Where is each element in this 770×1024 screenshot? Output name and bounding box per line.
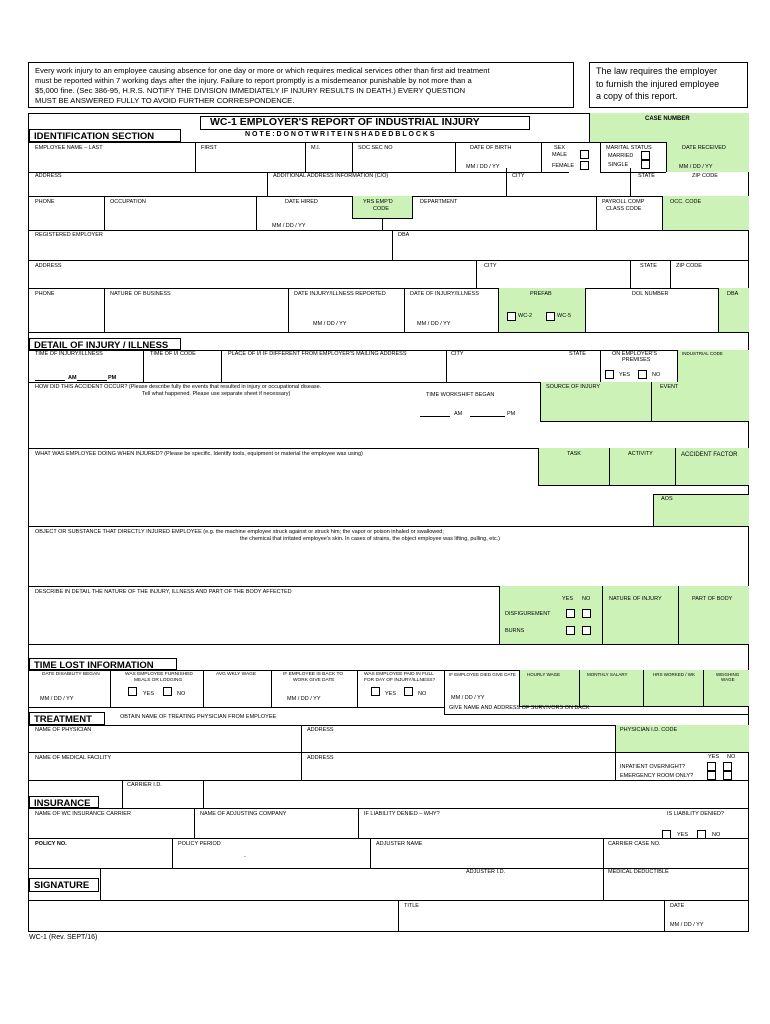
date-received-format: MM / DD / YY	[679, 164, 713, 170]
inpatient-label: INPATIENT OVERNIGHT?	[620, 764, 686, 770]
premises-no-checkbox[interactable]	[638, 370, 647, 379]
hrs-worked-label: HRS WORKED / WK	[653, 672, 696, 677]
emergency-yes-checkbox[interactable]	[707, 771, 716, 780]
facility-label: NAME OF MEDICAL FACILITY	[35, 755, 112, 761]
inpatient-no-label: NO	[727, 754, 736, 760]
male-checkbox[interactable]	[580, 150, 589, 159]
yrs-empd-label: YRS EMP'D	[363, 199, 393, 205]
nature-business-label: NATURE OF BUSINESS	[110, 291, 171, 297]
back-to-work-label: IF EMPLOYEE IS BACK TO	[283, 672, 344, 677]
time-injury-label: TIME OF INJURY/ILLNESS	[35, 351, 103, 357]
paid-full-yes-checkbox[interactable]	[371, 687, 380, 696]
carrier-case-label: CARRIER CASE NO.	[608, 841, 661, 847]
how-occurred-label: HOW DID THIS ACCIDENT OCCUR? (Please describe fully the events that resulted in injury or occupational disease.	[35, 384, 322, 390]
task-label: TASK	[567, 451, 581, 457]
pm-label: PM	[108, 375, 117, 381]
place-state-label: STATE	[569, 351, 586, 357]
emergency-label: EMERGENCY ROOM ONLY?	[620, 773, 694, 779]
employer-zip-label: ZIP CODE	[676, 263, 702, 269]
carrier-label: NAME OF WC INSURANCE CARRIER	[35, 811, 131, 817]
place-city-label: CITY	[451, 351, 464, 357]
carrier-id-label: CARRIER I.D.	[127, 782, 162, 788]
place-label: PLACE OF I/I IF DIFFERENT FROM EMPLOYER'S MAILING ADDRESS	[228, 351, 407, 357]
nature-injury-label: NATURE OF INJURY	[609, 596, 662, 602]
died-date-format: MM / DD / YY	[451, 695, 485, 701]
paid-full-no-label: NO	[418, 691, 427, 697]
code-label: CODE	[373, 206, 389, 212]
am-label: AM	[68, 375, 77, 381]
date-disability-format: MM / DD / YY	[40, 696, 74, 702]
mi-label: M.I.	[311, 145, 321, 151]
notice-line-4: MUST BE ANSWERED FULLY TO AVOID FURTHER CORRESPONDENCE.	[35, 96, 295, 105]
policy-no-label: POLICY NO.	[35, 841, 67, 847]
died-date-label: IF EMPLOYEE DIED GIVE DATE	[449, 672, 516, 677]
furnished-label-2: MEALS OR LODGING	[134, 678, 183, 683]
paid-full-label: WAS EMPLOYEE PAID IN FULL	[364, 672, 434, 677]
furnished-no-label: NO	[177, 691, 186, 697]
occupation-label: OCCUPATION	[110, 199, 146, 205]
furnished-no-checkbox[interactable]	[163, 687, 172, 696]
what-doing-label: WHAT WAS EMPLOYEE DOING WHEN INJURED? (Please be specific. Identify tools, equipment or material the employee was using)	[35, 451, 363, 457]
single-label: SINGLE	[608, 162, 629, 168]
policy-period-dash: -	[244, 854, 246, 860]
monthly-salary-label: MONTHLY SALARY	[587, 672, 628, 677]
dob-label: DATE OF BIRTH	[470, 145, 512, 151]
object-label-2: the chemical that irritated employee's skin. In cases of strains, the object employee was lifting, pulling, etc.)	[240, 536, 500, 542]
liability-denied-label: IF LIABILITY DENIED – WHY?	[364, 811, 440, 817]
paid-full-yes-label: YES	[385, 691, 397, 697]
date-reported-format: MM / DD / YY	[313, 321, 347, 327]
city-label: CITY	[512, 173, 525, 179]
date-hired-format: MM / DD / YY	[272, 223, 306, 229]
emergency-no-checkbox[interactable]	[723, 771, 732, 780]
section-detail: DETAIL OF INJURY / ILLNESS	[29, 338, 181, 350]
zip-label: ZIP CODE	[692, 173, 718, 179]
marital-label: MARITAL STATUS	[606, 145, 652, 151]
adjusting-company-label: NAME OF ADJUSTING COMPANY	[200, 811, 287, 817]
male-label: MALE	[552, 152, 567, 158]
signature-field[interactable]	[29, 901, 397, 931]
adjuster-name-label: ADJUSTER NAME	[376, 841, 423, 847]
survivors-label: GIVE NAME AND ADDRESS OF SURVIVORS ON BACK	[449, 705, 590, 711]
prefab-label: PREFAB	[530, 291, 552, 297]
married-checkbox[interactable]	[641, 151, 650, 160]
deductible-label: MEDICAL DEDUCTIBLE	[608, 869, 669, 875]
describe-yes-label: YES	[562, 596, 574, 602]
inpatient-yes-label: YES	[708, 754, 720, 760]
occ-code-label: OCC. CODE	[670, 199, 702, 205]
single-checkbox[interactable]	[641, 160, 650, 169]
hourly-wage-label: HOURLY WAGE	[527, 672, 561, 677]
employee-name-label: EMPLOYEE NAME – LAST	[35, 145, 103, 151]
time-code-label: TIME OF I/I CODE	[150, 351, 196, 357]
employer-city-label: CITY	[484, 263, 497, 269]
source-injury-label: SOURCE OF INJURY	[546, 384, 600, 390]
form-revision: WC-1 (Rev. SEPT/16)	[29, 934, 98, 941]
address-label: ADDRESS	[35, 173, 62, 179]
inpatient-no-checkbox[interactable]	[723, 762, 732, 771]
physician-address-label: ADDRESS	[307, 727, 334, 733]
law-note-line-3: a copy of this report.	[596, 91, 678, 101]
registered-employer-label: REGISTERED EMPLOYER	[35, 232, 103, 238]
burns-yes-checkbox[interactable]	[566, 626, 575, 635]
workshift-am: AM	[454, 411, 463, 417]
back-to-work-label-2: WORK GIVE DATE	[293, 678, 335, 683]
notice-line-1: Every work injury to an employee causing absence for one day or more or which requires medical services other than first aid treatment	[35, 66, 490, 75]
notice-line-2: must be reported within 7 working days after the injury. Failure to report promptly is a misdemeanor punishable by not more than a	[35, 76, 472, 85]
premises-yes-checkbox[interactable]	[605, 370, 614, 379]
premises-yes-label: YES	[619, 372, 631, 378]
dob-format: MM / DD / YY	[466, 164, 500, 170]
state-label: STATE	[638, 173, 655, 179]
nature-injury-field	[602, 586, 749, 644]
facility-address-label: ADDRESS	[307, 755, 334, 761]
aos-label: AOS	[661, 496, 673, 502]
notice-line-3: $5,000 fine. (Sec 386-95, H.R.S. NOTIFY THE DIVISION IMMEDIATELY IF INJURY RESULTS IN DEATH.) EVERY QUESTION	[35, 86, 466, 95]
denied-no-label: NO	[712, 832, 721, 838]
disfigurement-label: DISFIGUREMENT	[505, 611, 551, 617]
wc2-checkbox[interactable]	[507, 312, 516, 321]
describe-label: DESCRIBE IN DETAIL THE NATURE OF THE INJURY, ILLNESS AND PART OF THE BODY AFFECTED	[35, 589, 292, 595]
premises-label: PREMISES	[622, 357, 651, 363]
form-note: N O T E : D O N O T W R I T E I N S H A D E D B L O C K S	[245, 131, 435, 138]
class-code-label: CLASS CODE	[606, 206, 642, 212]
disfigurement-no-checkbox[interactable]	[582, 609, 591, 618]
dol-number-label: DOL NUMBER	[632, 291, 669, 297]
soc-sec-label: SOC SEC NO	[358, 145, 393, 151]
furnished-label: WAS EMPLOYEE FURNISHED	[125, 672, 193, 677]
denied-yes-label: YES	[677, 832, 689, 838]
date-reported-label: DATE INJURY/ILLNESS REPORTED	[294, 291, 386, 297]
disfigurement-yes-checkbox[interactable]	[566, 609, 575, 618]
part-body-label: PART OF BODY	[692, 596, 733, 602]
section-treatment: TREATMENT	[29, 712, 105, 725]
furnished-yes-label: YES	[143, 691, 155, 697]
how-occurred-label-2: Tell what happened. Please use separate sheet if necessary)	[142, 391, 291, 397]
date-injury-format: MM / DD / YY	[417, 321, 451, 327]
activity-label: ACTIVITY	[628, 451, 653, 457]
first-name-label: FIRST	[201, 145, 217, 151]
form-title: WC-1 EMPLOYER'S REPORT OF INDUSTRIAL INJURY	[210, 116, 480, 128]
weighing-label-2: WAGE	[721, 677, 735, 682]
signature-date-format: MM / DD / YY	[670, 922, 704, 928]
phone-label: PHONE	[35, 199, 55, 205]
inpatient-yes-checkbox[interactable]	[707, 762, 716, 771]
accident-factor-label: ACCIDENT FACTOR	[681, 452, 738, 458]
wc5-label: WC-5	[557, 313, 572, 319]
workshift-label: TIME WORKSHIFT BEGAN	[426, 392, 495, 398]
female-checkbox[interactable]	[580, 161, 589, 170]
wc5-checkbox[interactable]	[546, 312, 555, 321]
burns-no-checkbox[interactable]	[582, 626, 591, 635]
wc2-label: WC-2	[518, 313, 533, 319]
female-label: FEMALE	[552, 163, 575, 169]
addl-address-label: ADDITIONAL ADDRESS INFORMATION (C/O)	[273, 173, 389, 179]
date-injury-label: DATE OF INJURY/ILLNESS	[410, 291, 479, 297]
employer-state-label: STATE	[640, 263, 657, 269]
avg-wage-label: AVG WKLY WAGE	[216, 672, 257, 677]
paid-full-no-checkbox[interactable]	[404, 687, 413, 696]
married-label: MARRIED	[608, 153, 634, 159]
section-insurance: INSURANCE	[29, 796, 99, 808]
obtain-physician-label: OBTAIN NAME OF TREATING PHYSICIAN FROM EMPLOYEE	[120, 714, 277, 720]
weighing-label: WEIGHING	[716, 672, 740, 677]
payroll-label: PAYROLL COMP	[602, 199, 645, 205]
law-note-line-1: The law requires the employer	[596, 66, 718, 76]
dba-shaded-label: DBA	[727, 291, 739, 297]
date-hired-label: DATE HIRED	[285, 199, 318, 205]
physician-name-label: NAME OF PHYSICIAN	[35, 727, 92, 733]
case-number-label: CASE NUMBER	[645, 116, 690, 122]
back-to-work-format: MM / DD / YY	[287, 696, 321, 702]
furnished-yes-checkbox[interactable]	[128, 687, 137, 696]
paid-full-label-2: FOR DAY OF INJURY/ILLNESS?	[364, 678, 436, 683]
department-label: DEPARTMENT	[420, 199, 458, 205]
date-disability-label: DATE DISABILITY BEGAN	[42, 672, 100, 677]
premises-no-label: NO	[652, 372, 661, 378]
is-denied-label: IS LIABILITY DENIED?	[667, 811, 725, 817]
dba-label: DBA	[398, 232, 410, 238]
law-note-line-2: to furnish the injured employee	[596, 79, 720, 89]
adjuster-id-label: ADJUSTER I.D.	[466, 869, 506, 875]
signer-title-label: TITLE	[404, 903, 419, 909]
form-frame	[28, 113, 749, 932]
section-identification: IDENTIFICATION SECTION	[29, 129, 181, 142]
on-premises-label: ON EMPLOYER'S	[612, 351, 658, 357]
employer-phone-label: PHONE	[35, 291, 55, 297]
event-label: EVENT	[660, 384, 679, 390]
physician-code-label: PHYSICIAN I.D. CODE	[620, 727, 678, 733]
object-label: OBJECT OR SUBSTANCE THAT DIRECTLY INJURED EMPLOYEE (e.g. the machine employee struck against or struck him; the vapor or poison inhaled or swallowed;	[35, 529, 444, 535]
burns-label: BURNS	[505, 628, 525, 634]
employer-address-label: ADDRESS	[35, 263, 62, 269]
describe-no-label: NO	[582, 596, 591, 602]
sex-label: SEX	[554, 145, 566, 151]
policy-period-label: POLICY PERIOD	[178, 841, 221, 847]
workshift-pm: PM	[507, 411, 516, 417]
signature-date-label: DATE	[670, 903, 685, 909]
section-time-lost: TIME LOST INFORMATION	[29, 658, 177, 670]
industrial-code-label: INDUSTRIAL CODE	[682, 351, 723, 356]
section-signature: SIGNATURE	[29, 878, 99, 892]
date-received-label: DATE RECEIVED	[682, 145, 726, 151]
